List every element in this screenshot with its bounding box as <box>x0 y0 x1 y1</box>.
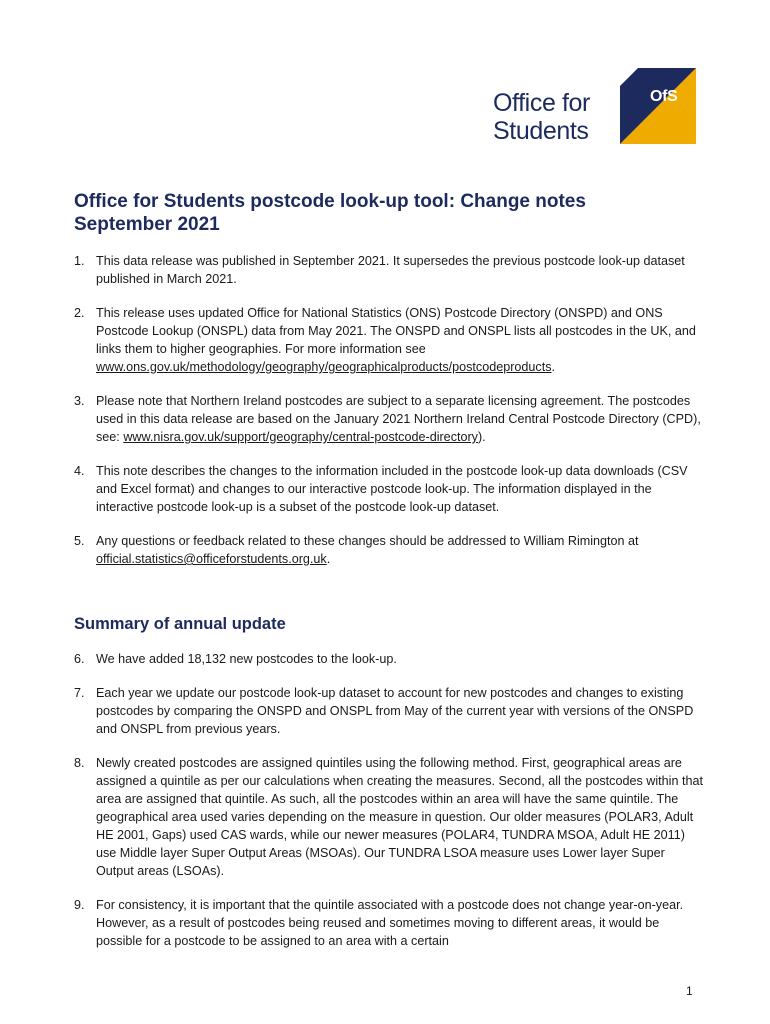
logo-wordmark <box>493 89 618 145</box>
item-text-end: . <box>326 552 331 566</box>
list-item <box>74 754 704 880</box>
item-text: This data release was published in September 2021. It supersedes the previous postcode look-up dataset published in March 2021. <box>96 254 685 286</box>
title-line-1: Office for Students postcode look-up tool: Change notes <box>74 191 586 212</box>
list-item <box>74 304 704 376</box>
logo-line-1: Office for <box>493 89 590 117</box>
logo-mark-label: OfS <box>650 88 678 105</box>
item-text: Please note that Northern Ireland postcodes are subject to a separate licensing agreement. The postcodes used in this data release are based on the January 2021 Northern Ireland Central Postcode Directory (CPD), see: <box>96 394 701 444</box>
list-item <box>74 462 704 516</box>
item-text: Any questions or feedback related to these changes should be addressed to William Rimington at <box>96 534 639 548</box>
item-number: 4. <box>74 464 85 478</box>
list-item <box>74 684 704 738</box>
item-number: 7. <box>74 686 85 700</box>
page-number: 1 <box>686 984 693 998</box>
logo-line-2: Students <box>493 117 589 145</box>
nisra-postcode-directory-link[interactable]: www.nisra.gov.uk/support/geography/central-postcode-directory <box>123 430 478 444</box>
list-item <box>74 252 704 288</box>
item-number: 2. <box>74 306 85 320</box>
item-number: 8. <box>74 756 85 770</box>
ofs-logo <box>493 68 698 146</box>
item-text: For consistency, it is important that the quintile associated with a postcode does not change year-on-year. However, as a result of postcodes being reused and sometimes moving to different areas, it would be possible for a postcode to be assigned to an area with a certain <box>96 898 684 948</box>
item-text: Each year we update our postcode look-up dataset to account for new postcodes and changes to existing postcodes by comparing the ONSPD and ONSPL from May of the current year with versions of the ONSPD and ONSPL from previous years. <box>96 686 694 736</box>
ofs-logo-mark-icon <box>620 68 696 144</box>
item-number: 6. <box>74 652 85 666</box>
item-text-end: . <box>551 360 556 374</box>
list-item <box>74 896 704 950</box>
item-text: We have added 18,132 new postcodes to the look-up. <box>96 652 397 666</box>
item-number: 3. <box>74 394 85 408</box>
item-text-end: ). <box>477 430 486 444</box>
ons-postcode-products-link[interactable]: www.ons.gov.uk/methodology/geography/geographicalproducts/postcodeproducts <box>96 360 552 374</box>
item-text: This note describes the changes to the information included in the postcode look-up data downloads (CSV and Excel format) and changes to our interactive postcode look-up. The information displayed in the interactive postcode look-up is a subset of the postcode look-up dataset. <box>96 464 688 514</box>
list-item <box>74 650 704 668</box>
item-text: This release uses updated Office for National Statistics (ONS) Postcode Directory (ONSPD) and ONS Postcode Lookup (ONSPL) data from May 2021. The ONSPD and ONSPL lists all postcodes in the UK, and links them to higher geographies. For more information see <box>96 306 696 356</box>
item-number: 5. <box>74 534 85 548</box>
item-number: 9. <box>74 898 85 912</box>
summary-heading: Summary of annual update <box>74 615 286 633</box>
official-statistics-email-link[interactable]: official.statistics@officeforstudents.org.uk <box>96 552 327 566</box>
title-line-2: September 2021 <box>74 214 220 235</box>
intro-list <box>74 252 704 584</box>
list-item <box>74 392 704 446</box>
page-title <box>74 190 674 236</box>
list-item <box>74 532 704 568</box>
summary-list <box>74 650 704 966</box>
item-number: 1. <box>74 254 85 268</box>
item-text: Newly created postcodes are assigned quintiles using the following method. First, geographical areas are assigned a quintile as per our calculations when creating the measures. Second, all the postcodes within that area are assigned that quintile. As such, all the postcodes within an area will have the same quintile. The geographical area used varies depending on the measure in question. Our older measures (POLAR3, Adult HE 2001, Gaps) used CAS wards, while our newer measures (POLAR4, TUNDRA MSOA, Adult HE 2011) use Middle layer Super Output Areas (MSOAs). Our TUNDRA LSOA measure uses Lower layer Super Output areas (LSOAs). <box>96 756 703 878</box>
